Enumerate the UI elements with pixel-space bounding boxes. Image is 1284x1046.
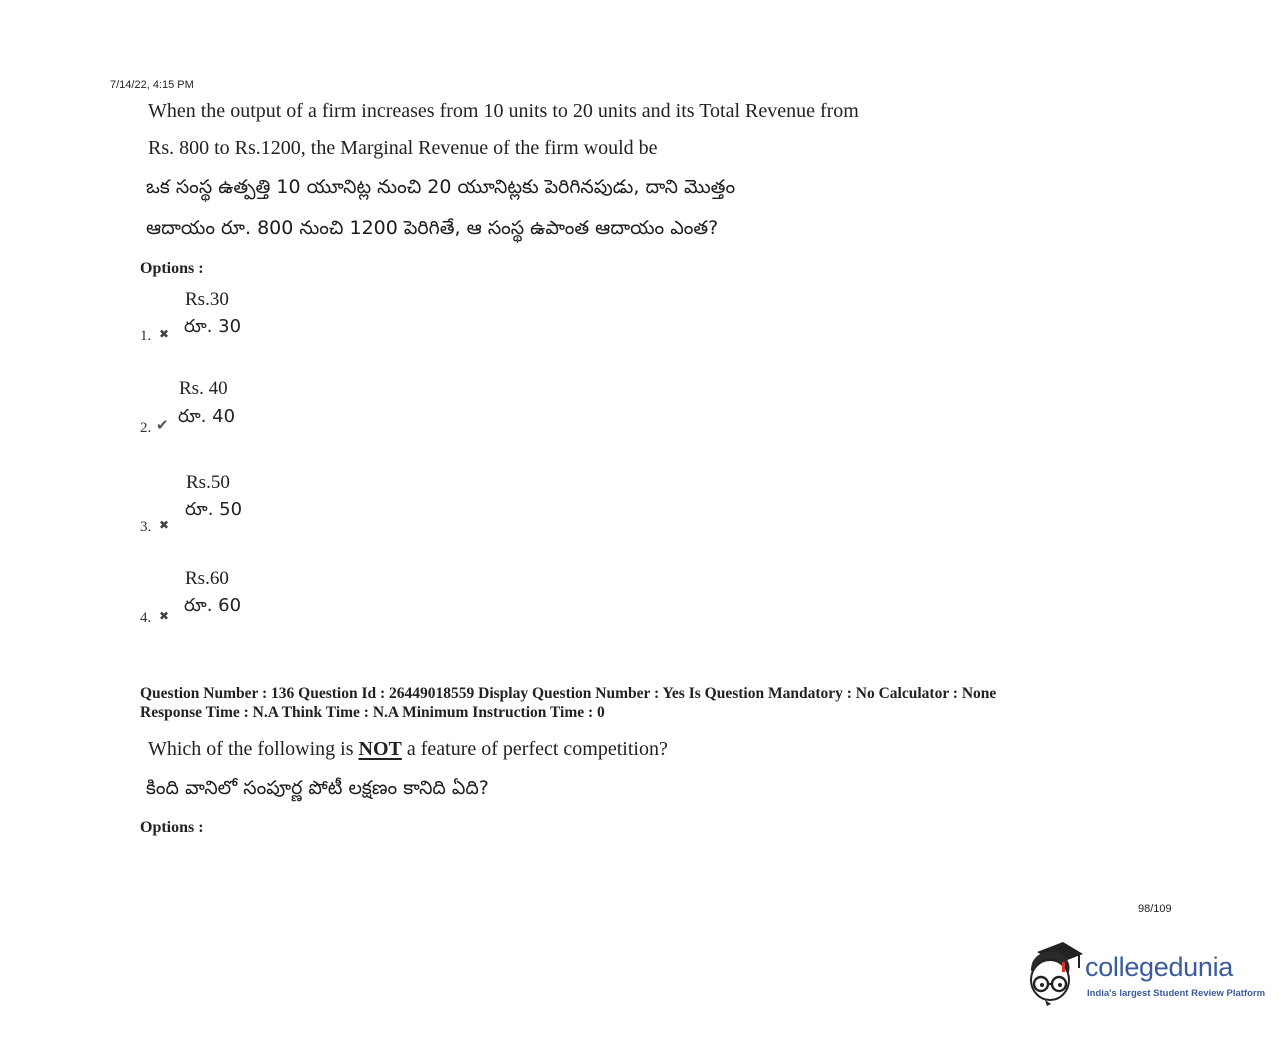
option-4-english: Rs.60 bbox=[185, 568, 229, 589]
question-english-line-1: When the output of a firm increases from 10 units to 20 units and its Total Revenue from bbox=[148, 100, 859, 122]
option-2-english: Rs. 40 bbox=[179, 378, 228, 399]
question-meta-line-2: Response Time : N.A Think Time : N.A Minimum Instruction Time : 0 bbox=[140, 704, 605, 721]
option-1-telugu: రూ. 30 bbox=[184, 316, 242, 337]
correct-check-icon: ✔ bbox=[156, 416, 169, 434]
brand-name: collegedunia bbox=[1085, 952, 1234, 982]
question-telugu-line-1: ఒక సంస్థ ఉత్పత్తి 10 యూనిట్ల నుంచి 20 యూనిట్లకు పెరిగినపుడు, దాని మొత్తం bbox=[146, 176, 736, 198]
question-english-line-2: Rs. 800 to Rs.1200, the Marginal Revenue of the firm would be bbox=[148, 137, 658, 159]
option-1-number: 1. bbox=[140, 328, 152, 344]
page-number: 98/109 bbox=[1138, 903, 1172, 915]
print-timestamp: 7/14/22, 4:15 PM bbox=[110, 79, 194, 91]
question-meta-line-1: Question Number : 136 Question Id : 26449018559 Display Question Number : Yes Is Question Mandatory : No Calculator : None bbox=[140, 685, 997, 702]
brand-tagline: India's largest Student Review Platform bbox=[1087, 988, 1266, 999]
collegedunia-logo-icon bbox=[1023, 940, 1085, 1013]
option-1-english: Rs.30 bbox=[185, 289, 229, 310]
option-3-telugu: రూ. 50 bbox=[185, 499, 243, 520]
options-label: Options : bbox=[140, 260, 204, 277]
question-telugu-line-2: ఆదాయం రూ. 800 నుంచి 1200 పెరిగితే, ఆ సంస్థ ఉపాంత ఆదాయం ఎంత? bbox=[146, 217, 719, 239]
question-2-text-after: a feature of perfect competition? bbox=[401, 738, 668, 760]
option-3-english: Rs.50 bbox=[186, 472, 230, 493]
question-2-text-before: Which of the following is bbox=[148, 738, 359, 760]
option-4-telugu: రూ. 60 bbox=[184, 595, 242, 616]
option-2-telugu: రూ. 40 bbox=[178, 406, 236, 427]
question-2-english bbox=[148, 738, 668, 761]
option-4-number: 4. bbox=[140, 610, 152, 626]
option-2-number: 2. bbox=[140, 420, 152, 436]
wrong-cross-icon: ✖ bbox=[159, 327, 170, 341]
options-label: Options : bbox=[140, 819, 204, 836]
option-3-number: 3. bbox=[140, 519, 152, 535]
question-2-emphasis: NOT bbox=[358, 738, 402, 760]
wrong-cross-icon: ✖ bbox=[159, 518, 170, 532]
wrong-cross-icon: ✖ bbox=[159, 609, 170, 623]
question-2-telugu: కింది వానిలో సంపూర్ణ పోటీ లక్షణం కానిది ఏది? bbox=[146, 777, 489, 799]
